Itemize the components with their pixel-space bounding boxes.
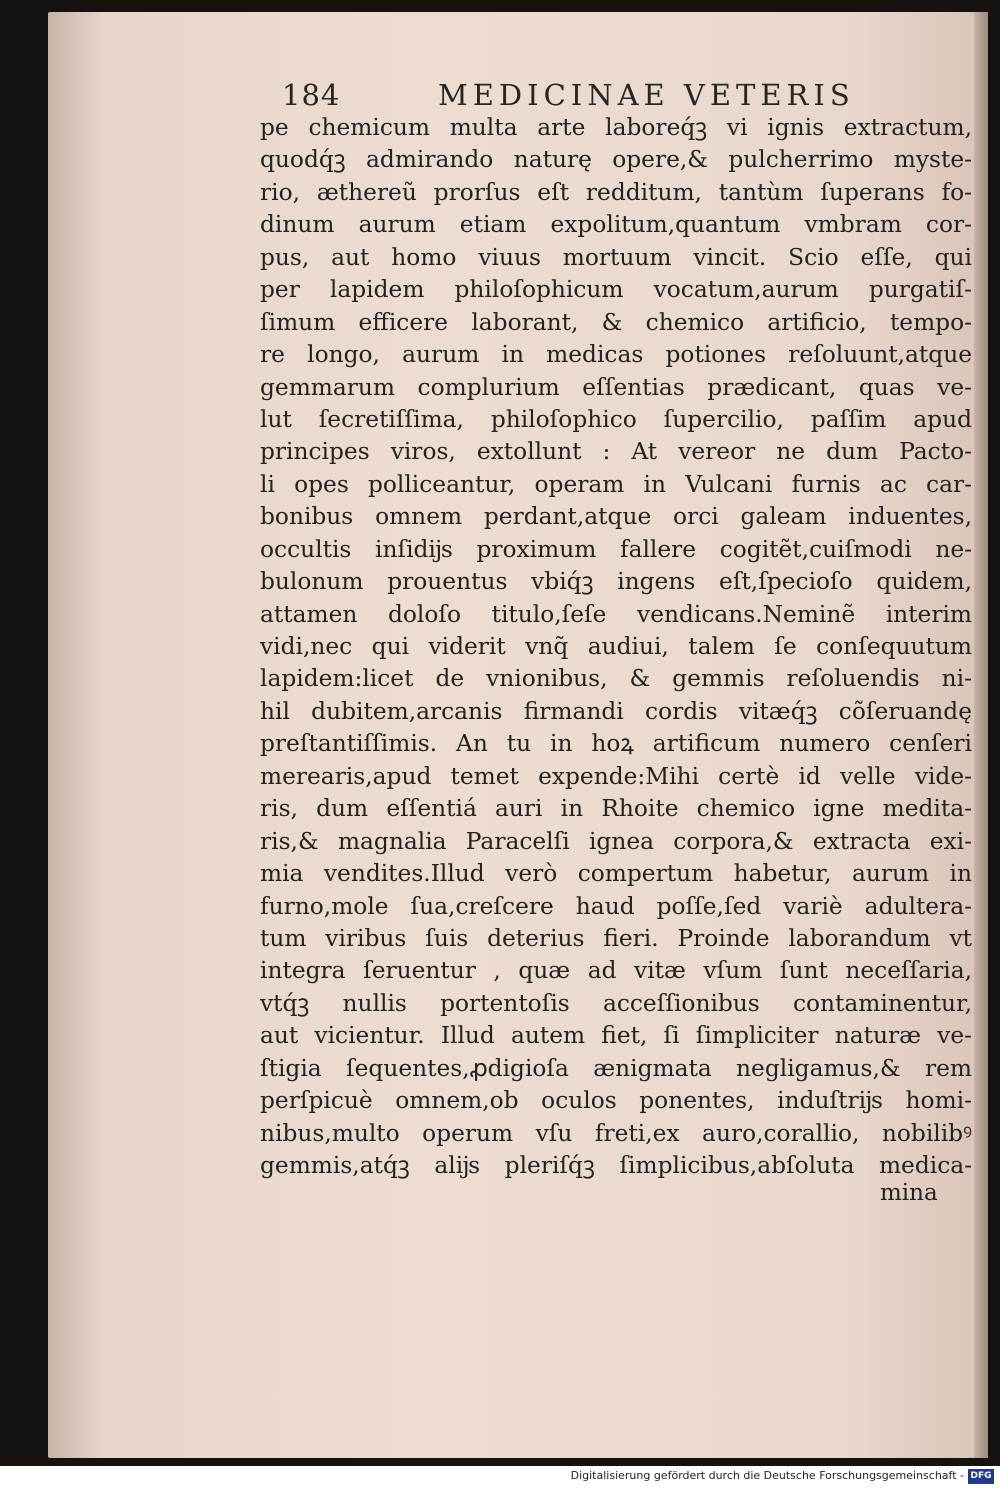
text-line: ſimum efficere laborant, & chemico artificio, tempo-: [260, 308, 972, 336]
catchword: mina: [880, 1180, 938, 1206]
text-line: vtq́ꝫ nullis portentoſis acceſſionibus contaminentur,: [260, 989, 972, 1017]
text-line: quodq́ꝫ admirando naturę opere,& pulcherrimo myste-: [260, 146, 972, 174]
text-line: re longo, aurum in medicas potiones reſoluunt,atque: [260, 341, 972, 369]
text-line: mia vendites.Illud verò compertum habetur, aurum in: [260, 860, 972, 888]
text-line: bulonum prouentus vbiq́ꝫ ingens eſt,ſpecioſo quidem,: [260, 568, 972, 596]
text-line: occultis inſidĳs proximum fallere cogitẽt,cuiſmodi ne-: [260, 535, 972, 563]
text-line: ris, dum eſſentiá auri in Rhoite chemico igne medita-: [260, 795, 972, 823]
text-line: gemmis,atq́ꝫ alĳs pleriſq́ꝫ ſimplicibus,abſoluta medica-: [260, 1152, 972, 1179]
text-line: merearis,apud temet expende:Mihi certè id velle vide-: [260, 762, 972, 790]
text-line: furno,mole ſua,creſcere haud poſſe,ſed variè adultera-: [260, 892, 972, 920]
text-line: rio, æthereũ prorſus eſt redditum, tantùm ſuperans fo-: [260, 178, 972, 206]
text-line: pe chemicum multa arte laboreq́ꝫ vi ignis extractum,: [260, 114, 972, 141]
page-number: 184: [282, 78, 341, 112]
text-line: hil dubitem,arcanis firmandi cordis vitæq́ꝫ cõſeruandę: [260, 697, 972, 725]
text-line: perſpicuè omnem,ob oculos ponentes, induſtrĳs homi-: [260, 1087, 972, 1115]
text-line: nibus,multo operum vſu freti,ex auro,corallio, nobilibꝰ: [260, 1119, 972, 1147]
text-line: ris,& magnalia Paracelſi ignea corpora,& extracta exi-: [260, 827, 972, 855]
text-line: gemmarum complurium eſſentias prædicant, quas ve-: [260, 373, 972, 401]
text-line: lapidem:licet de vnionibus, & gemmis reſoluendis ni-: [260, 665, 972, 693]
body-text: [260, 112, 972, 1182]
text-line: principes viros, extollunt : At vereor ne dum Pacto-: [260, 438, 972, 466]
text-line: preſtantiſſimis. An tu in hoꝝ artificum numero cenſeri: [260, 730, 972, 758]
text-line: pus, aut homo viuus mortuum vincit. Scio eſſe, qui: [260, 243, 972, 271]
funding-credit: Digitalisierung gefördert durch die Deutsche Forschungsgemeinschaft -: [570, 1469, 964, 1482]
dfg-logo: DFG: [968, 1469, 994, 1484]
text-line: per lapidem philoſophicum vocatum,aurum purgatiſ-: [260, 276, 972, 304]
text-line: li opes polliceantur, operam in Vulcani furnis ac car-: [260, 470, 972, 498]
text-line: dinum aurum etiam expolitum,quantum vmbram cor-: [260, 211, 972, 239]
text-line: ſtigia ſequentes,ꝓdigioſa ænigmata negligamus,& rem: [260, 1054, 972, 1082]
text-line: aut vicientur. Illud autem fiet, ſi ſimpliciter naturæ ve-: [260, 1022, 972, 1050]
footer-bar: [0, 1466, 1000, 1488]
text-line: bonibus omnem perdant,atque orci galeam induentes,: [260, 503, 972, 531]
running-title: MEDICINAE VETERIS: [438, 78, 855, 112]
page-edge: [974, 12, 988, 1458]
text-line: attamen doloſo titulo,ſeſe vendicans.Neminẽ interim: [260, 600, 972, 628]
text-line: tum viribus ſuis deterius fieri. Proinde laborandum vt: [260, 924, 972, 952]
text-line: integra ſeruentur , quæ ad vitæ vſum ſunt neceſſaria,: [260, 957, 972, 985]
text-line: lut ſecretiſſima, philoſophico ſupercilio, paſſim apud: [260, 405, 972, 433]
text-line: vidi,nec qui viderit vnq̃ audiui, talem ſe conſequutum: [260, 633, 972, 660]
